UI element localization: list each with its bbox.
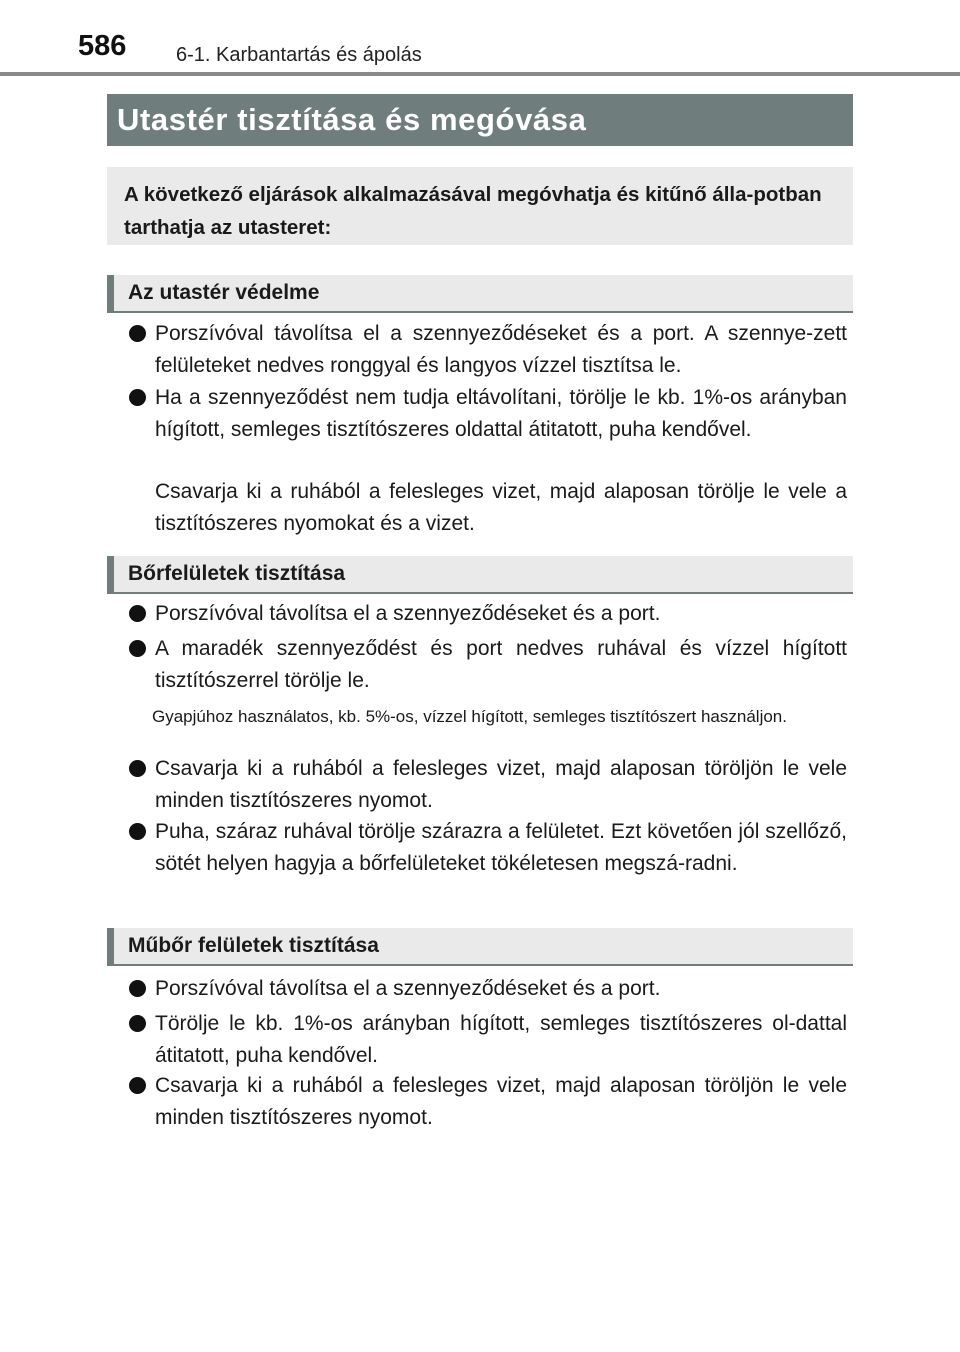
list-item-text: Ha a szennyeződést nem tudja eltávolítani, törölje le kb. 1%-os arányban hígított, semleges tisztítószeres oldattal átitatott, puha kendővel. bbox=[155, 386, 847, 441]
bullet-icon bbox=[129, 1077, 146, 1094]
list-item-text: Porszívóval távolítsa el a szennyeződéseket és a port. bbox=[155, 602, 661, 625]
list-item bbox=[155, 382, 847, 446]
list-item bbox=[155, 1070, 847, 1134]
bullet-icon bbox=[129, 605, 146, 622]
list-item-text: Csavarja ki a ruhából a felesleges vizet, majd alaposan töröljön le vele minden tisztítószeres nyomot. bbox=[155, 757, 847, 812]
note: Gyapjúhoz használatos, kb. 5%-os, vízzel hígított, semleges tisztítószert használjon. bbox=[152, 707, 787, 726]
bullet-icon bbox=[129, 980, 146, 997]
list-item bbox=[155, 1008, 847, 1072]
list-item-text: A maradék szennyeződést és port nedves ruhával és vízzel hígított tisztítószerrel törölje le. bbox=[155, 637, 847, 692]
list-item bbox=[155, 816, 847, 880]
list-item-text: Puha, száraz ruhával törölje szárazra a felületet. Ezt követően jól szellőző, sötét helyen hagyja a bőrfelületeket tökéletesen megszá-radni. bbox=[155, 820, 847, 875]
section-heading-label: Az utastér védelme bbox=[128, 281, 320, 304]
list-item-text: Porszívóval távolítsa el a szennyeződéseket és a port. A szennye-zett felületeket nedves ronggyal és langyos vízzel tisztítsa le. bbox=[155, 322, 847, 377]
list-item bbox=[155, 753, 847, 817]
list-item bbox=[155, 598, 847, 630]
list-item bbox=[155, 973, 847, 1005]
list-item-text: Porszívóval távolítsa el a szennyeződéseket és a port. bbox=[155, 977, 661, 1000]
bullet-icon bbox=[129, 760, 146, 777]
section-path: 6-1. Karbantartás és ápolás bbox=[176, 44, 422, 66]
list-item-text: Csavarja ki a ruhából a felesleges vizet, majd alaposan töröljön le vele minden tisztítószeres nyomot. bbox=[155, 1074, 847, 1129]
bullet-icon bbox=[129, 823, 146, 840]
bullet-icon bbox=[129, 389, 146, 406]
list-item bbox=[155, 633, 847, 697]
section-heading-leather bbox=[107, 556, 853, 594]
page-number: 586 bbox=[78, 30, 127, 62]
header-divider bbox=[0, 72, 960, 76]
page-title: Utastér tisztítása és megóvása bbox=[107, 94, 853, 146]
section-heading-label: Bőrfelületek tisztítása bbox=[128, 562, 346, 585]
paragraph: Csavarja ki a ruhából a felesleges vizet, majd alaposan törölje le vele a tisztítószeres nyomokat és a vizet. bbox=[155, 480, 847, 535]
bullet-icon bbox=[129, 325, 146, 342]
bullet-icon bbox=[129, 1015, 146, 1032]
section-heading-label: Műbőr felületek tisztítása bbox=[128, 934, 379, 957]
intro-box: A következő eljárások alkalmazásával megóvhatja és kitűnő álla-potban tarthatja az utasteret: bbox=[107, 167, 853, 245]
list-item-text: Törölje le kb. 1%-os arányban hígított, semleges tisztítószeres ol-dattal átitatott, puha kendővel. bbox=[155, 1012, 847, 1067]
bullet-icon bbox=[129, 640, 146, 657]
section-heading-protection bbox=[107, 275, 853, 313]
list-item bbox=[155, 318, 847, 382]
section-heading-artificial-leather bbox=[107, 928, 853, 966]
